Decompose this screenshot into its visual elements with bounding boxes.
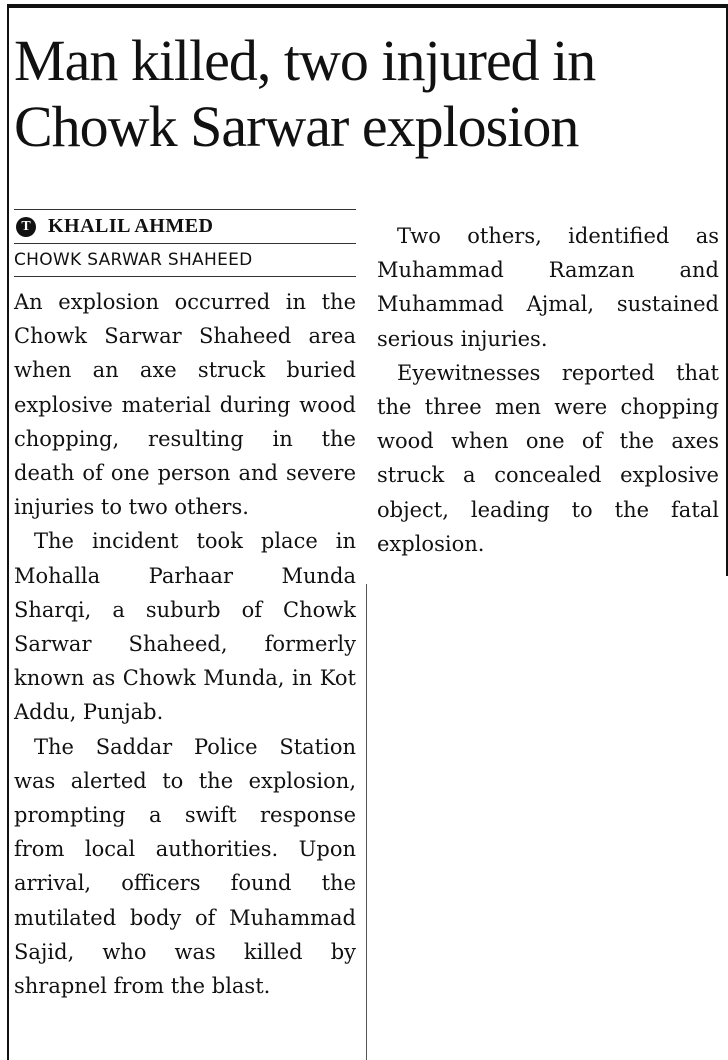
- left-border-rule: [7, 4, 9, 1060]
- paragraph-1: An explosion occurred in the Chowk Sarwar Shaheed area when an axe struck buried explosive material during wood chopping, resulting in the death of one person and severe injuries to two others.: [14, 290, 356, 520]
- paragraph-5: Eyewitnesses reported that the three men were chopping wood when one of the axes struck a concealed explosive object, leading to the fatal explosion.: [377, 360, 719, 556]
- paragraph-2: The incident took place in Mohalla Parhaar Munda Sharqi, a suburb of Chowk Sarwar Shaheed, formerly known as Chowk Munda, in Kot Addu, Punjab.: [14, 529, 356, 725]
- dateline: CHOWK SARWAR SHAHEED: [14, 250, 253, 270]
- byline-bottom-rule: [14, 276, 356, 277]
- author-name: KHALIL AHMED: [48, 215, 214, 237]
- article-column-left: [14, 285, 356, 1003]
- byline: [14, 209, 356, 277]
- article-column-right: [377, 219, 719, 561]
- paragraph-4: Two others, identified as Muhammad Ramzan and Muhammad Ajmal, sustained serious injuries.: [377, 224, 719, 351]
- column-divider-rule: [366, 584, 367, 1060]
- newspaper-logo-icon: T: [16, 217, 36, 237]
- headline: Man killed, two injured in Chowk Sarwar explosion: [14, 28, 596, 159]
- paragraph-3: The Saddar Police Station was alerted to the explosion, prompting a swift response from local authorities. Upon arrival, officers found the mutilated body of Muhammad Sajid, who was killed by shrapnel from the blast.: [14, 734, 356, 999]
- top-border-rule: [8, 4, 728, 8]
- author-row: [14, 210, 356, 243]
